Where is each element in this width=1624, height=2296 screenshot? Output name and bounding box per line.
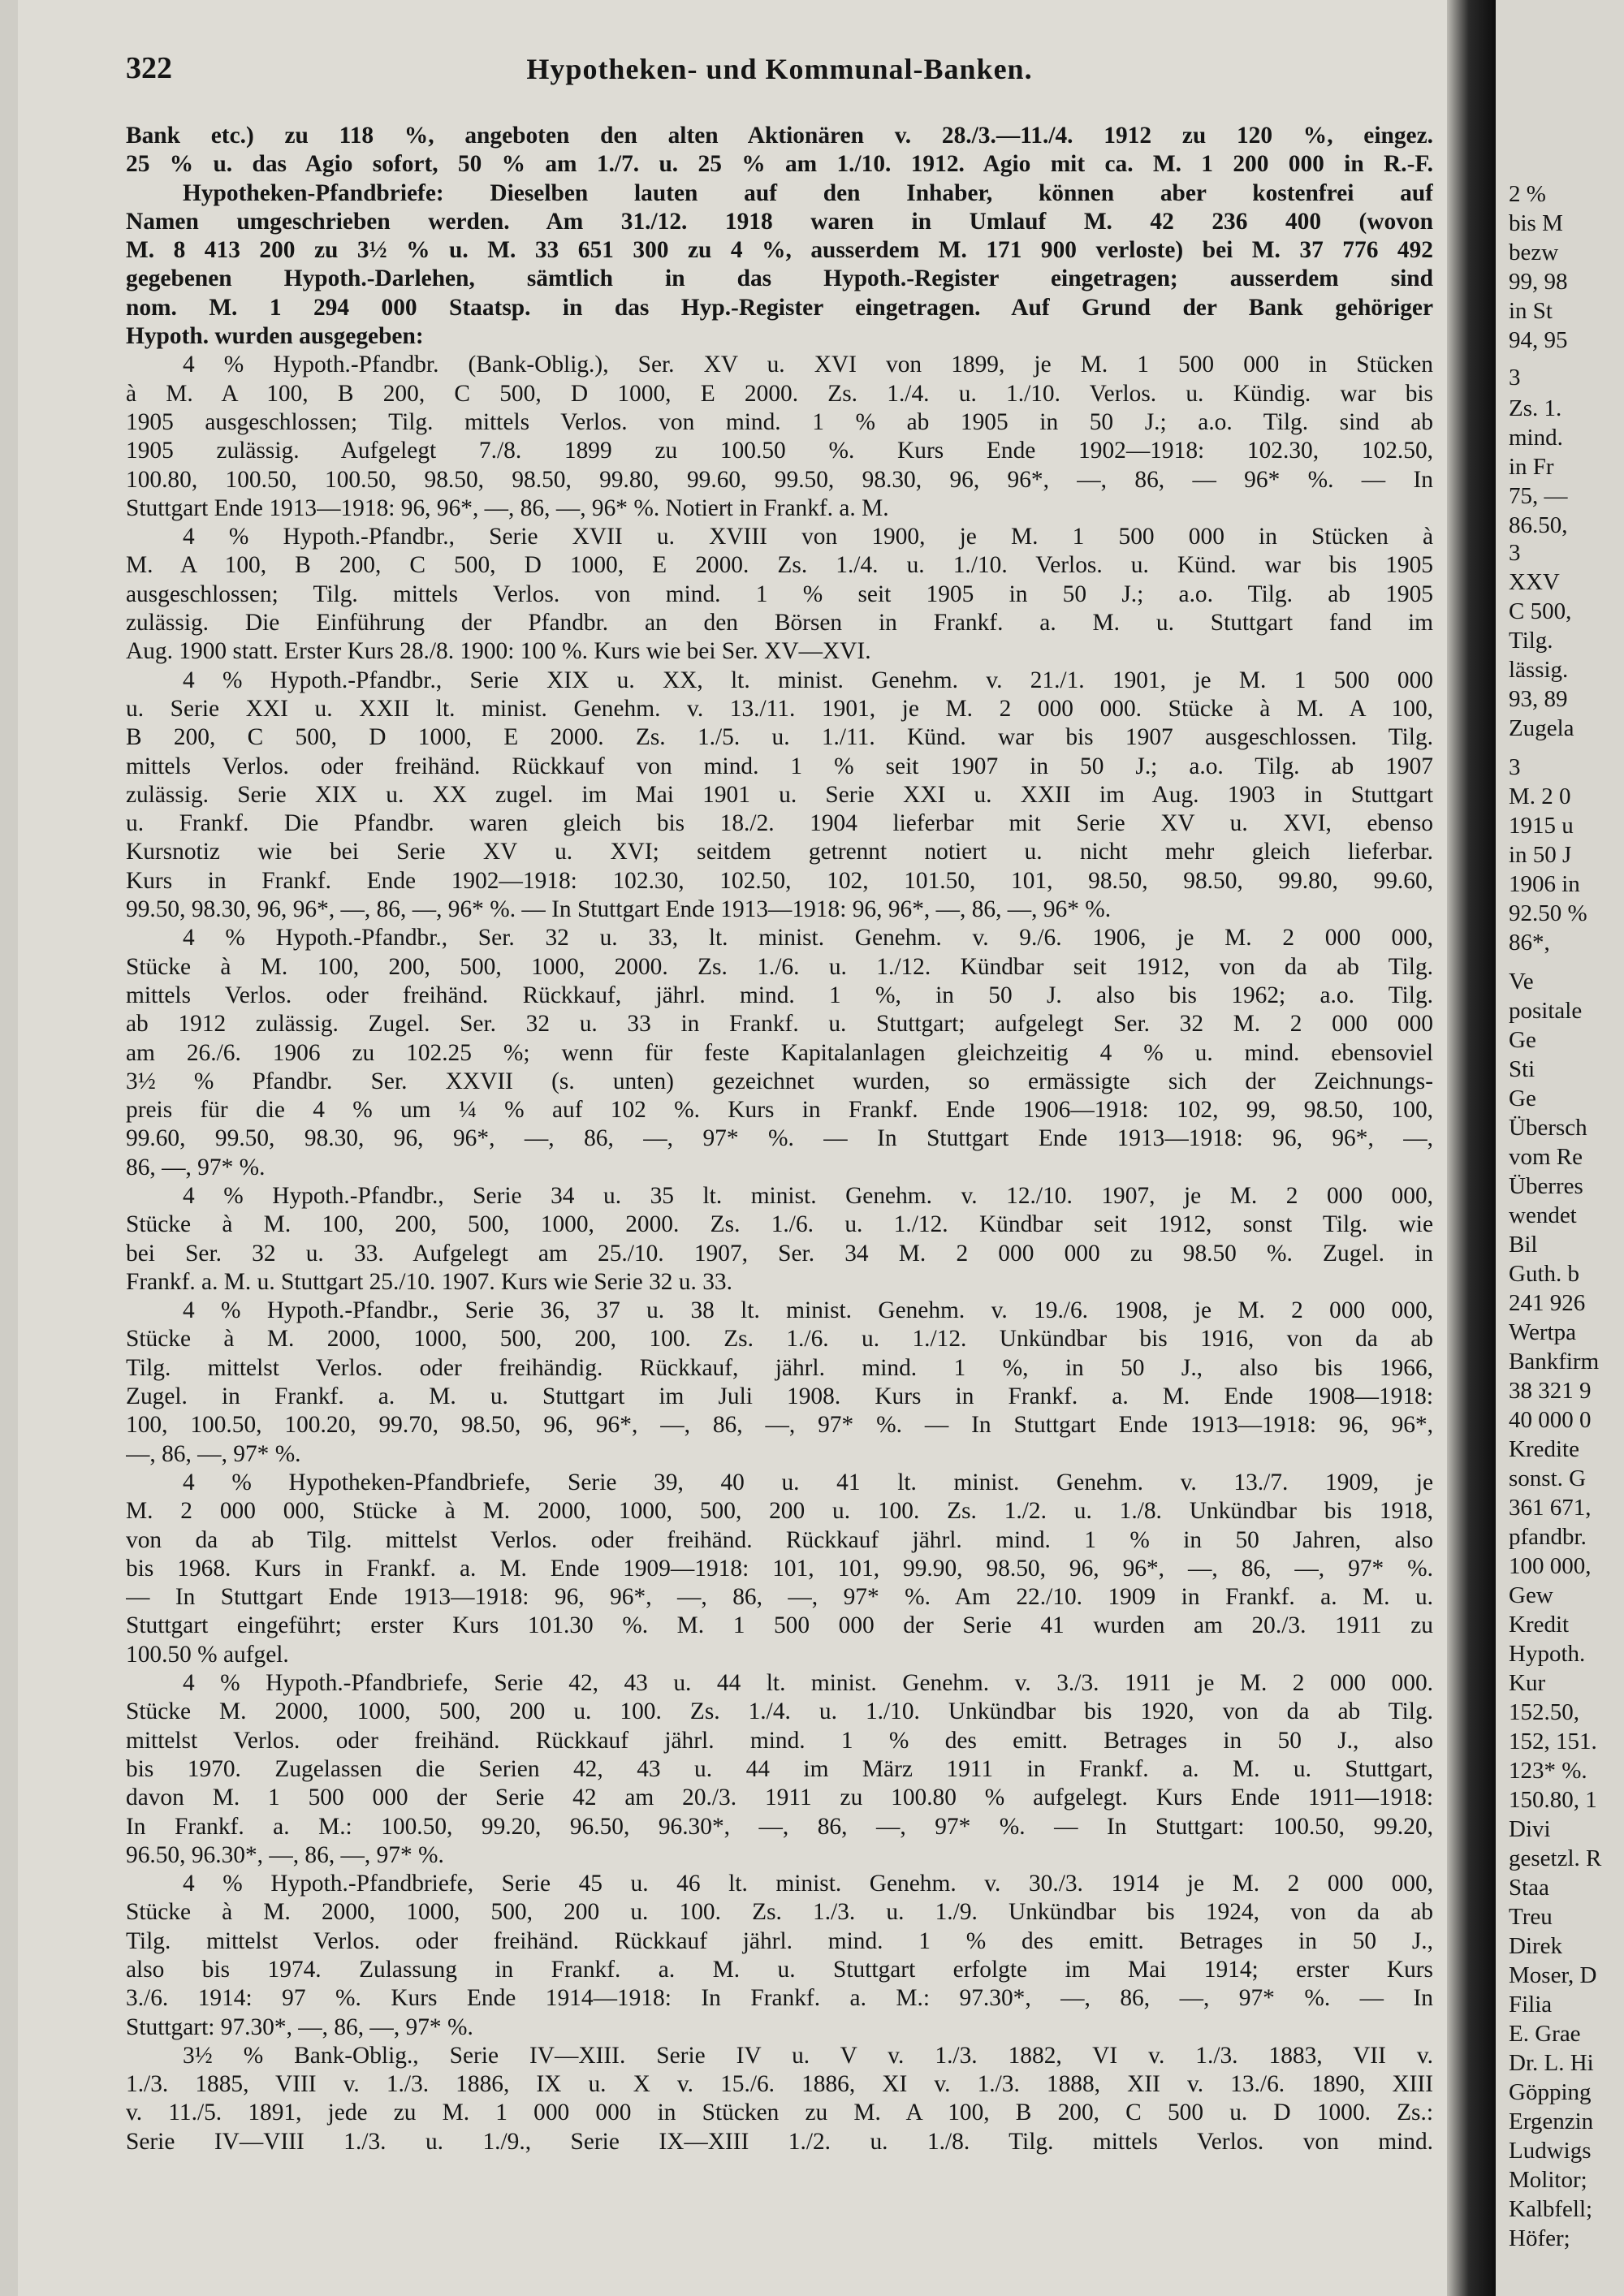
right-page-fragment: Hypoth. bbox=[1509, 1641, 1586, 1667]
text-line: 4 % Hypoth.-Pfandbr., Serie XIX u. XX, lt. minist. Genehm. v. 21./1. 1901, je M. 1 500 000 bbox=[183, 667, 1433, 693]
text-line: 100.50 % aufgel. bbox=[126, 1641, 289, 1668]
right-page-fragment: 152, 151. bbox=[1509, 1728, 1597, 1754]
text-line: 3½ % Bank-Oblig., Serie IV—XIII. Serie IV u. V v. 1./3. 1882, VI v. 1./3. 1883, VII v. bbox=[183, 2042, 1433, 2069]
right-page-fragment: Kredite bbox=[1509, 1436, 1579, 1462]
text-line: Aug. 1900 statt. Erster Kurs 28./8. 1900: 100 %. Kurs wie bei Ser. XV—XVI. bbox=[126, 638, 871, 665]
text-line: 1905 ausgeschlossen; Tilg. mittels Verlos. von mind. 1 % ab 1905 in 50 J.; a.o. Tilg. sind ab bbox=[126, 408, 1433, 435]
right-page-fragment: 123* %. bbox=[1509, 1758, 1587, 1784]
right-page-fragment: 241 926 bbox=[1509, 1290, 1586, 1316]
right-page-fragment: Göpping bbox=[1509, 2079, 1592, 2105]
text-line: 4 % Hypoth.-Pfandbr. (Bank-Oblig.), Ser. XV u. XVI von 1899, je M. 1 500 000 in Stücken bbox=[183, 352, 1433, 378]
right-page-fragment: Staa bbox=[1509, 1875, 1549, 1901]
right-page-fragment: Ge bbox=[1509, 1085, 1536, 1111]
right-page-fragment: in 50 J bbox=[1509, 842, 1572, 868]
right-page-fragment: 100 000, bbox=[1509, 1553, 1592, 1579]
text-line: Frankf. a. M. u. Stuttgart 25./10. 1907. Kurs wie Serie 32 u. 33. bbox=[126, 1268, 732, 1295]
right-page-fragment: Tilg. bbox=[1509, 628, 1553, 654]
right-page-fragment: 92.50 % bbox=[1509, 900, 1587, 926]
text-line: ausgeschlossen; Tilg. mittels Verlos. von mind. 1 % seit 1905 in 50 J.; a.o. Tilg. ab 1905 bbox=[126, 580, 1433, 607]
text-line: 4 % Hypoth.-Pfandbr., Serie XVII u. XVIII von 1900, je M. 1 500 000 in Stücken à bbox=[183, 524, 1433, 550]
text-line: zulässig. Serie XIX u. XX zugel. im Mai 1901 u. Serie XXI u. XXII im Aug. 1903 in Stuttgart bbox=[126, 781, 1433, 808]
right-page-fragment: Bankfirm bbox=[1509, 1349, 1600, 1375]
right-page-fragment: 75, — bbox=[1509, 483, 1568, 509]
text-line: mittelst Verlos. oder freihänd. Rückkauf jährl. mind. 1 % des emitt. Betrages in 50 J., also bbox=[126, 1727, 1433, 1754]
text-line: M. 8 413 200 zu 3½ % u. M. 33 651 300 zu 4 %, ausserdem M. 171 900 verloste) bei M. 37 776 492 bbox=[126, 237, 1433, 264]
right-page-fragment: 38 321 9 bbox=[1509, 1378, 1592, 1404]
text-line: 4 % Hypoth.-Pfandbriefe, Serie 42, 43 u. 44 lt. minist. Genehm. v. 3./3. 1911 je M. 2 000 000. bbox=[183, 1670, 1433, 1697]
right-page-fragment: 2 % bbox=[1509, 181, 1546, 207]
right-page-fragment: Dr. L. Hi bbox=[1509, 2050, 1594, 2076]
right-page-fragment: Guth. b bbox=[1509, 1261, 1579, 1287]
text-line: 99.50, 98.30, 96, 96*, —, 86, —, 96* %. — In Stuttgart Ende 1913—1918: 96, 96*, —, 86, —, 96* %. bbox=[126, 896, 1112, 923]
text-line: Hypoth. wurden ausgegeben: bbox=[126, 323, 424, 350]
right-page-fragment: lässig. bbox=[1509, 657, 1569, 683]
right-page-fragment: in St bbox=[1509, 298, 1553, 324]
right-page-fragment: Divi bbox=[1509, 1816, 1551, 1842]
text-line: mittels Verlos. oder freihänd. Rückkauf von mind. 1 % seit 1907 in 50 J.; a.o. Tilg. ab 1907 bbox=[126, 753, 1433, 779]
text-line: M. A 100, B 200, C 500, D 1000, E 2000. Zs. 1./4. u. 1./10. Verlos. u. Künd. war bis 1905 bbox=[126, 552, 1433, 579]
text-line: preis für die 4 % um ¼ % auf 102 %. Kurs in Frankf. Ende 1906—1918: 102, 99, 98.50, 100, bbox=[126, 1097, 1433, 1124]
right-page-fragment: 3 bbox=[1509, 365, 1521, 391]
text-line: zulässig. Die Einführung der Pfandbr. an den Börsen in Frankf. a. M. u. Stuttgart fand im bbox=[126, 610, 1433, 637]
right-page-fragment: 93, 89 bbox=[1509, 686, 1568, 712]
right-page-fragment: pfandbr. bbox=[1509, 1524, 1587, 1550]
right-page-fragment: Überres bbox=[1509, 1173, 1583, 1199]
text-line: von da ab Tilg. mittelst Verlos. oder freihänd. Rückkauf jährl. mind. 1 % in 50 Jahren, also bbox=[126, 1526, 1433, 1553]
running-title: Hypotheken- und Kommunal-Banken. bbox=[526, 53, 1033, 85]
text-line: Stuttgart eingeführt; erster Kurs 101.30 %. M. 1 500 000 der Serie 41 wurden am 20./3. 1911 zu bbox=[126, 1612, 1433, 1639]
text-line: à M. A 100, B 200, C 500, D 1000, E 2000. Zs. 1./4. u. 1./10. Verlos. u. Kündig. war bis bbox=[126, 380, 1433, 407]
text-line: Tilg. mittelst Verlos. oder freihändig. Rückkauf, jährl. mind. 1 %, in 50 J., also bis 1966, bbox=[126, 1354, 1433, 1381]
page-number: 322 bbox=[126, 51, 172, 85]
right-page-fragment: positale bbox=[1509, 998, 1583, 1024]
text-line: 1905 zulässig. Aufgelegt 7./8. 1899 zu 100.50 %. Kurs Ende 1902—1918: 102.30, 102.50, bbox=[126, 438, 1433, 464]
right-page-fragment: Wertpa bbox=[1509, 1319, 1577, 1345]
right-page-fragment: wendet bbox=[1509, 1202, 1577, 1228]
text-line: 100, 100.50, 100.20, 99.70, 98.50, 96, 96*, —, 86, —, 97* %. — In Stuttgart Ende 1913—1918: 96, 96*, bbox=[126, 1412, 1433, 1439]
text-line: also bis 1974. Zulassung in Frankf. a. M. u. Stuttgart erfolgte im Mai 1914; erster Kurs bbox=[126, 1957, 1433, 1983]
text-line: Namen umgeschrieben werden. Am 31./12. 1918 waren in Umlauf M. 42 236 400 (wovon bbox=[126, 208, 1433, 235]
right-page-fragment: Moser, D bbox=[1509, 1962, 1597, 1988]
text-line: 4 % Hypoth.-Pfandbriefe, Serie 45 u. 46 lt. minist. Genehm. v. 30./3. 1914 je M. 2 000 000, bbox=[183, 1871, 1433, 1897]
right-page-fragment: E. Grae bbox=[1509, 2021, 1581, 2047]
text-line: B 200, C 500, D 1000, E 2000. Zs. 1./5. u. 1./11. Künd. war bis 1907 ausgeschlossen. Tilg. bbox=[126, 724, 1433, 751]
text-line: davon M. 1 500 000 der Serie 42 am 20./3. 1911 zu 100.80 % aufgelegt. Kurs Ende 1911—1918: bbox=[126, 1785, 1433, 1811]
text-line: 4 % Hypoth.-Pfandbr., Ser. 32 u. 33, lt. minist. Genehm. v. 9./6. 1906, je M. 2 000 000, bbox=[183, 925, 1433, 952]
right-page-fragment: bis M bbox=[1509, 210, 1563, 236]
right-page-fragment: vom Re bbox=[1509, 1144, 1583, 1170]
right-page-fragment: Bil bbox=[1509, 1232, 1538, 1258]
right-page-fragment: sonst. G bbox=[1509, 1465, 1587, 1491]
right-page-fragment: 99, 98 bbox=[1509, 269, 1568, 295]
text-line: 100.80, 100.50, 100.50, 98.50, 98.50, 99.80, 99.60, 99.50, 98.30, 96, 96*, —, 86, — 96* %. — In bbox=[126, 466, 1433, 493]
right-page-fragment: Übersch bbox=[1509, 1115, 1587, 1141]
text-line: Kursnotiz wie bei Serie XV u. XVI; seitdem getrennt notiert u. nicht mehr gleich lieferbar. bbox=[126, 839, 1433, 865]
text-line: 1./3. 1885, VIII v. 1./3. 1886, IX u. X v. 15./6. 1886, XI v. 1./3. 1888, XII v. 13./6. 1890, XIII bbox=[126, 2071, 1433, 2098]
text-line: v. 11./5. 1891, jede zu M. 1 000 000 in Stücken zu M. A 100, B 200, C 500 u. D 1000. Zs.: bbox=[126, 2100, 1433, 2126]
text-line: nom. M. 1 294 000 Staatsp. in das Hyp.-Register eingetragen. Auf Grund der Bank gehöriger bbox=[126, 294, 1433, 321]
right-page-fragment: 3 bbox=[1509, 754, 1521, 780]
right-page-fragment: 1906 in bbox=[1509, 871, 1580, 897]
text-line: 4 % Hypoth.-Pfandbr., Serie 36, 37 u. 38 lt. minist. Genehm. v. 19./6. 1908, je M. 2 000 000, bbox=[183, 1297, 1433, 1324]
page-header bbox=[126, 50, 1433, 91]
text-line: 3½ % Pfandbr. Ser. XXVII (s. unten) gezeichnet wurden, so ermässigte sich der Zeichnungs- bbox=[126, 1068, 1433, 1094]
right-page-fragment: gesetzl. R bbox=[1509, 1845, 1602, 1871]
text-line: Zugel. in Frankf. a. M. u. Stuttgart im Juli 1908. Kurs in Frankf. a. M. Ende 1908—1918: bbox=[126, 1383, 1433, 1410]
text-line: Stücke à M. 100, 200, 500, 1000, 2000. Zs. 1./6. u. 1./12. Kündbar seit 1912, sonst Tilg. wie bbox=[126, 1211, 1433, 1238]
right-page-fragment: Kur bbox=[1509, 1670, 1546, 1696]
right-page-fragment: Treu bbox=[1509, 1904, 1553, 1930]
right-page-fragment: 40 000 0 bbox=[1509, 1407, 1592, 1433]
main-text bbox=[126, 122, 1433, 2156]
text-line: Stücke M. 2000, 1000, 500, 200 u. 100. Zs. 1./4. u. 1./10. Unkündbar bis 1920, von da ab Tilg. bbox=[126, 1698, 1433, 1725]
right-page-fragment: 150.80, 1 bbox=[1509, 1787, 1597, 1813]
right-page-fragment: Zs. 1. bbox=[1509, 395, 1562, 421]
right-page-fragment: 94, 95 bbox=[1509, 327, 1568, 353]
right-page-fragment: Sti bbox=[1509, 1056, 1535, 1082]
text-line: Stuttgart: 97.30*, —, 86, —, 97* %. bbox=[126, 2013, 473, 2040]
text-line: M. 2 000 000, Stücke à M. 2000, 1000, 500, 200 u. 100. Zs. 1./2. u. 1./8. Unkündbar bis 1918, bbox=[126, 1498, 1433, 1525]
text-line: Serie IV—VIII 1./3. u. 1./9., Serie IX—XIII 1./2. u. 1./8. Tilg. mittels Verlos. von mind. bbox=[126, 2128, 1433, 2155]
right-page-fragment: 3 bbox=[1509, 540, 1521, 566]
right-page-fragment: Kredit bbox=[1509, 1612, 1570, 1638]
right-page-fragment: in Fr bbox=[1509, 454, 1554, 480]
right-page-fragment: Höfer; bbox=[1509, 2225, 1570, 2251]
text-line: bis 1970. Zugelassen die Serien 42, 43 u. 44 im März 1911 in Frankf. a. M. u. Stuttgart, bbox=[126, 1755, 1433, 1782]
text-line: 25 % u. das Agio sofort, 50 % am 1./7. u. 25 % am 1./10. 1912. Agio mit ca. M. 1 200 000 in R.-F. bbox=[126, 151, 1433, 178]
text-line: 3./6. 1914: 97 %. Kurs Ende 1914—1918: In Frankf. a. M.: 97.30*, —, 86, —, 97* %. — In bbox=[126, 1985, 1433, 2012]
text-line: 86, —, 97* %. bbox=[126, 1154, 266, 1180]
right-page-fragment: M. 2 0 bbox=[1509, 783, 1571, 809]
right-page-fragment: mind. bbox=[1509, 425, 1563, 451]
text-line: Tilg. mittelst Verlos. oder freihänd. Rückkauf jährl. mind. 1 % des emitt. Betrages in 50 J., bbox=[126, 1927, 1433, 1954]
text-line: Stücke à M. 2000, 1000, 500, 200, 100. Zs. 1./6. u. 1./12. Unkündbar bis 1916, von da ab bbox=[126, 1326, 1433, 1353]
right-page-fragment: Gew bbox=[1509, 1582, 1553, 1608]
text-line: — In Stuttgart Ende 1913—1918: 96, 96*, —, 86, —, 97* %. Am 22./10. 1909 in Frankf. a. M. u. bbox=[126, 1584, 1433, 1611]
text-line: 96.50, 96.30*, —, 86, —, 97* %. bbox=[126, 1841, 444, 1868]
right-page-fragment: XXV bbox=[1509, 569, 1560, 595]
right-page-fragment: 1915 u bbox=[1509, 813, 1574, 839]
right-page-fragment: 86*, bbox=[1509, 930, 1550, 956]
text-line: 99.60, 99.50, 98.30, 96, 96*, —, 86, —, 97* %. — In Stuttgart Ende 1913—1918: 96, 96*, —, bbox=[126, 1125, 1433, 1152]
text-line: 4 % Hypotheken-Pfandbriefe, Serie 39, 40 u. 41 lt. minist. Genehm. v. 13./7. 1909, je bbox=[183, 1469, 1433, 1495]
right-page-fragment: Direk bbox=[1509, 1933, 1563, 1959]
text-line: u. Frankf. Die Pfandbr. waren gleich bis 18./2. 1904 lieferbar mit Serie XV u. XVI, ebenso bbox=[126, 810, 1433, 837]
right-page-fragment: Ge bbox=[1509, 1027, 1536, 1053]
text-line: Bank etc.) zu 118 %, angeboten den alten Aktionären v. 28./3.—11./4. 1912 zu 120 %, eingez. bbox=[126, 123, 1433, 149]
text-line: Kurs in Frankf. Ende 1902—1918: 102.30, 102.50, 102, 101.50, 101, 98.50, 98.50, 99.80, 99.60, bbox=[126, 867, 1433, 894]
right-page-fragment: Kalbfell; bbox=[1509, 2196, 1593, 2222]
text-line: bei Ser. 32 u. 33. Aufgelegt am 25./10. 1907, Ser. 34 M. 2 000 000 zu 98.50 %. Zugel. in bbox=[126, 1240, 1433, 1267]
text-line: mittels Verlos. oder freihänd. Rückkauf, jährl. mind. 1 %, in 50 J. also bis 1962; a.o. Tilg. bbox=[126, 982, 1433, 1008]
right-page-fragment: Zugela bbox=[1509, 715, 1574, 741]
right-page-fragment: C 500, bbox=[1509, 598, 1572, 624]
text-line: bis 1968. Kurs in Frankf. a. M. Ende 1909—1918: 101, 101, 99.90, 98.50, 96, 96*, —, 86, —, 97* %. bbox=[126, 1555, 1433, 1582]
text-line: 4 % Hypoth.-Pfandbr., Serie 34 u. 35 lt. minist. Genehm. v. 12./10. 1907, je M. 2 000 000, bbox=[183, 1182, 1433, 1209]
text-line: —, 86, —, 97* %. bbox=[126, 1440, 301, 1467]
text-line: Stuttgart Ende 1913—1918: 96, 96*, —, 86, —, 96* %. Notiert in Frankf. a. M. bbox=[126, 494, 889, 521]
text-line: Stücke à M. 2000, 1000, 500, 200 u. 100. Zs. 1./3. u. 1./9. Unkündbar bis 1924, von da ab bbox=[126, 1899, 1433, 1926]
right-page-fragment: Ergenzin bbox=[1509, 2108, 1594, 2134]
text-line: In Frankf. a. M.: 100.50, 99.20, 96.50, 96.30*, —, 86, —, 97* %. — In Stuttgart: 100.50, 99.20, bbox=[126, 1813, 1433, 1840]
text-line: Hypotheken-Pfandbriefe: Dieselben lauten auf den Inhaber, können aber kostenfrei auf bbox=[183, 179, 1433, 206]
text-line: Stücke à M. 100, 200, 500, 1000, 2000. Zs. 1./6. u. 1./12. Kündbar seit 1912, von da ab Tilg. bbox=[126, 953, 1433, 980]
right-page-fragment: 152.50, bbox=[1509, 1699, 1579, 1725]
right-page-fragment: bezw bbox=[1509, 240, 1559, 265]
text-line: gegebenen Hypoth.-Darlehen, sämtlich in das Hypoth.-Register eingetragen; ausserdem sind bbox=[126, 265, 1433, 292]
right-page-fragment: Filia bbox=[1509, 1992, 1553, 2018]
right-page-fragment: Ve bbox=[1509, 969, 1534, 995]
text-line: u. Serie XXI u. XXII lt. minist. Genehm. v. 13./11. 1901, je M. 2 000 000. Stücke à M. A 100, bbox=[126, 695, 1433, 722]
text-line: am 26./6. 1906 zu 102.25 %; wenn für feste Kapitalanlagen gleichzeitig 4 % u. mind. ebensoviel bbox=[126, 1039, 1433, 1066]
right-page-fragment: 86.50, bbox=[1509, 512, 1568, 538]
text-line: ab 1912 zulässig. Zugel. Ser. 32 u. 33 in Frankf. u. Stuttgart; aufgelegt Ser. 32 M. 2 000 000 bbox=[126, 1011, 1433, 1038]
book-gutter bbox=[1447, 0, 1496, 2296]
right-page-fragment: Ludwigs bbox=[1509, 2138, 1592, 2164]
right-page-fragment: 361 671, bbox=[1509, 1495, 1592, 1521]
right-page-fragment: Molitor; bbox=[1509, 2167, 1587, 2193]
